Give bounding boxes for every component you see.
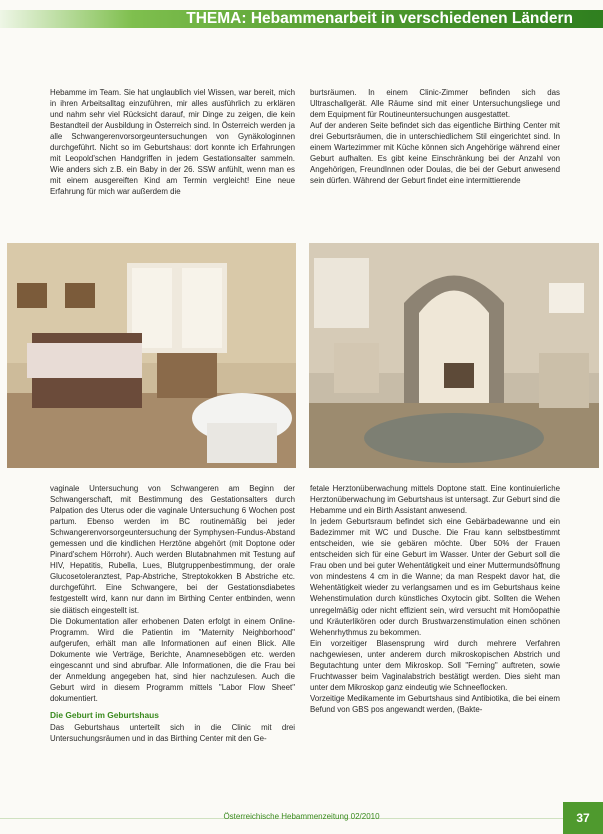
paragraph: fetale Herztonüberwachung mittels Doptone statt. Eine kontinuierliche Herztonüberwachung im Geburtshaus ist untersagt. Zur Geburt sind die Hebamme und ein Birth Assistant anwesend. bbox=[310, 484, 560, 516]
text-column-right-bottom bbox=[310, 483, 560, 715]
text-column-left-top bbox=[50, 87, 295, 197]
paragraph: In jedem Geburtsraum befindet sich eine Gebärbadewanne und ein Badezimmer mit WC und Dusche. Die Frau kann selbstbestimmt entscheiden, wie sie gebären möchte. Über 50% der Frauen entscheiden sich für eine Geburt im Wasser. Unter der Geburt soll die Frau oben und bei guter Wehentätigkeit und einer Muttermundsöffnung von mindestens 4 cm in die Wanne; da man Respekt davor hat, die Wehentätigkeit wieder zu verlangsamen und es im Geburtshaus keine Wehenstimulation durch künstliches Oxytocin gibt. Sollten die Wehen unregelmäßig oder nicht effizient sein, wird versucht mit Homöopathie und Kräuterlikören oder durch Brustwarzenstimulation einen schönen Wehenrhythmus zu bekommen. bbox=[310, 517, 560, 637]
bedroom-photo bbox=[7, 243, 296, 468]
text-column-right-top bbox=[310, 87, 560, 186]
page-number: 37 bbox=[563, 802, 603, 834]
paragraph: Das Geburtshaus unterteilt sich in die Clinic mit drei Untersuchungsräumen und in das Birthing Center mit den Ge- bbox=[50, 722, 295, 744]
page-title: THEMA: Hebammenarbeit in verschiedenen Ländern bbox=[186, 10, 573, 27]
text-column-left-bottom bbox=[50, 483, 295, 744]
footer-journal-name: Österreichische Hebammenzeitung 02/2010 bbox=[223, 812, 380, 821]
paragraph: burtsräumen. In einem Clinic-Zimmer befinden sich das Ultraschallgerät. Alle Räume sind mit einer Untersuchungsliege und dem Equipment für Routineuntersuchungen ausgestattet. bbox=[310, 88, 560, 120]
paragraph: Auf der anderen Seite befindet sich das eigentliche Birthing Center mit drei Geburtsräumen, die in unterschiedlichem Stil eingerichtet sind. In einem Wartezimmer mit Küche können sich Angehörige während einer Geburt aufhalten. Es gibt keine Einschränkung bei der Anzahl von Angehörigen, FreundInnen oder Doulas, die bei der Geburt anwesend sein dürfen. Während der Geburt findet eine intermittierende bbox=[310, 121, 560, 186]
paragraph: Die Dokumentation aller erhobenen Daten erfolgt in einem Online-Programm. Wird die Patientin im "Maternity Neighborhood" aufgerufen, erhält man alle Informationen auf einen Blick. Alle Dokumente wie Verträge, Berichte, Anamnesebögen etc. werden eingescannt und sind abrufbar. Alle Informationen, die die Frau bei der Anmeldung angegeben hat, sind hier nachzulesen. Auch die Geburt wird in diesem Programm mittels "Labor Flow Sheet" dokumentiert. bbox=[50, 616, 295, 703]
section-heading: Die Geburt im Geburtshaus bbox=[50, 709, 159, 720]
paragraph: vaginale Untersuchung von Schwangeren am Beginn der Schwangerschaft, mit Bestimmung des Gestationsalters durch Palpation des Uterus oder die vaginale Untersuchung 6 Wochen post partum. Ebenso werden im BC routinemäßig bei jeder Schwangerenvorsorgeuntersuchung der Symphysen-Fundus-Abstand gemessen und die kindlichen Herztöne abgehört (mit Doptone oder Pinard'schem Hörrohr). Auch werden Blutabnahmen mit Testung auf HIV, Hepatitis, Rubella, Lues, Blutgruppenbestimmung, der orale Glucosetoleranztest, Pap-Abstriche, Streptokokken B Abstriche etc. durchgeführt. Eine Schwangere, bei der Gestationsdiabetes festgestellt wird, kann nur dann im Birthing Center entbinden, wenn sie diätisch eingestellt ist. bbox=[50, 484, 295, 615]
paragraph: Vorzeitige Medikamente im Geburtshaus sind Antibiotika, die bei einem Befund von GBS pos angewandt werden, (Bakte- bbox=[310, 693, 560, 714]
paragraph: Hebamme im Team. Sie hat unglaublich viel Wissen, war bereit, mich in ihren Arbeitsalltag einzuführen, mir alles ausführlich zu erklären und nahm sehr viel Rücksicht darauf, mir Dinge zu zeigen, die kein Bestandteil der Ausbildung in Österreich sind. In Österreich werden ja alle Schwangerenvorsorgeuntersuchungen von Gynäkologinnen durchgeführt. Nicht so im Geburtshaus: dort konnte ich Erfahrungen mit Leopold'schen Handgriffen in jedem Gestationsalter sammeln. Wie anders sich z.B. ein Baby in der 26. SSW anfühlt, wenn man es mit einem ausgereiften Kind am Termin vergleicht! Eine neue Erfahrung für mich war außerdem die bbox=[50, 88, 295, 197]
birth-room-photo bbox=[309, 243, 599, 468]
paragraph: Ein vorzeitiger Blasensprung wird durch mehrere Verfahren nachgewiesen, unter anderem durch mikroskopischen Abstrich und Begutachtung unter dem Mikroskop. Soll "Ferning" auftreten, sowie Fruchtwasser beim Vaginalabstrich bestätigt werden. Dies sieht man unter dem Mikroskop ganz eindeutig wie Schneeflocken. bbox=[310, 638, 560, 692]
